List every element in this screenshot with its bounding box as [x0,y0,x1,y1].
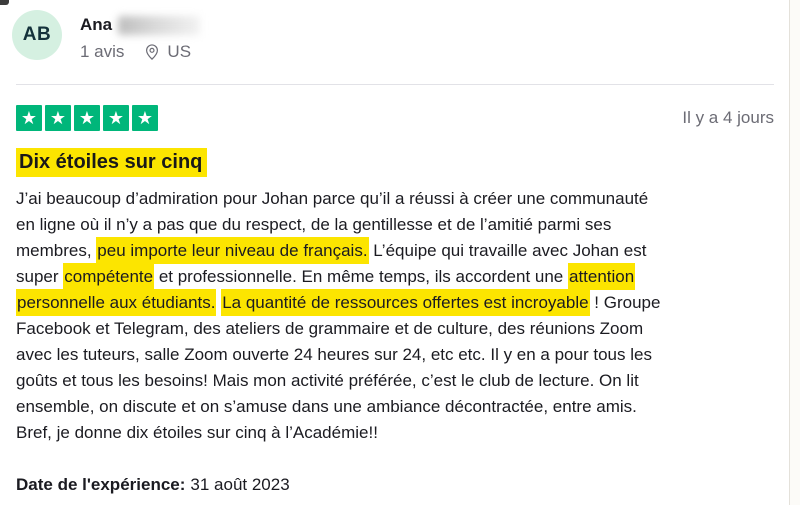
body-text: et professionnelle. En même temps, ils accordent une [154,267,568,286]
highlighted-text: peu importe leur niveau de français. [96,237,368,264]
review-date-relative: Il y a 4 jours [682,108,774,127]
reviewer-meta [80,42,200,62]
star-rating [16,105,158,131]
review-title: Dix étoiles sur cinq [16,148,207,177]
reviewer-header [0,0,800,62]
review-body-line [16,238,800,264]
star-icon: ★ [103,105,129,131]
body-text: en ligne où il n’y a pas que du respect, de la gentillesse et de l’amitié parmi ses [16,215,612,234]
review-body [16,186,800,446]
highlighted-text: compétente [63,263,154,290]
highlighted-text: La quantité de ressources offertes est incroyable [221,289,589,316]
divider [16,84,774,85]
review-body-line [16,186,800,212]
rating-row [0,105,800,131]
body-text: super [16,267,64,286]
body-text: ensemble, on discute et on s’amuse dans une ambiance décontractée, entre amis. [16,397,637,416]
body-text: Bref, je donne dix étoiles sur cinq à l’Académie!! [16,423,378,442]
star-icon: ★ [132,105,158,131]
review-body-line [16,290,800,316]
review-body-line [16,368,800,394]
reviewer-info [80,10,200,62]
review-body-line [16,420,800,446]
highlighted-text: attention [568,263,635,290]
body-text: goûts et tous les besoins! Mais mon activité préférée, c’est le club de lecture. On lit [16,371,639,390]
redacted-name-blur [118,16,200,35]
review-body-line [16,394,800,420]
star-icon: ★ [16,105,42,131]
body-text: ! Groupe [589,293,661,312]
body-text: membres, [16,241,97,260]
body-text: avec les tuteurs, salle Zoom ouverte 24 heures sur 24, etc etc. Il y en a pour tous les [16,345,652,364]
avatar-initials: AB [22,24,52,45]
body-text: L’équipe qui travaille avec Johan est [368,241,647,260]
location-pin-icon [143,43,161,61]
experience-date-value: 31 août 2023 [190,475,290,494]
corner-artifact [0,0,9,5]
reviewer-name[interactable]: Ana [80,15,113,34]
review-title-row [16,147,800,177]
star-icon: ★ [74,105,100,131]
body-text: J’ai beaucoup d’admiration pour Johan parce qu’il a réussi à créer une communauté [16,189,649,208]
body-text: Facebook et Telegram, des ateliers de grammaire et de culture, des réunions Zoom [16,319,644,338]
experience-date-label: Date de l'expérience: [16,475,186,494]
page-edge-line [789,0,800,505]
review-body-line [16,212,800,238]
review-body-line [16,316,800,342]
review-body-line [16,342,800,368]
avatar[interactable] [12,10,62,60]
highlighted-text: personnelle aux étudiants. [16,289,216,316]
star-icon: ★ [45,105,71,131]
experience-date [16,475,800,495]
review-body-line [16,264,800,290]
review-count: 1 avis [80,42,125,61]
reviewer-location: US [167,42,192,61]
reviewer-name-row [80,15,200,35]
